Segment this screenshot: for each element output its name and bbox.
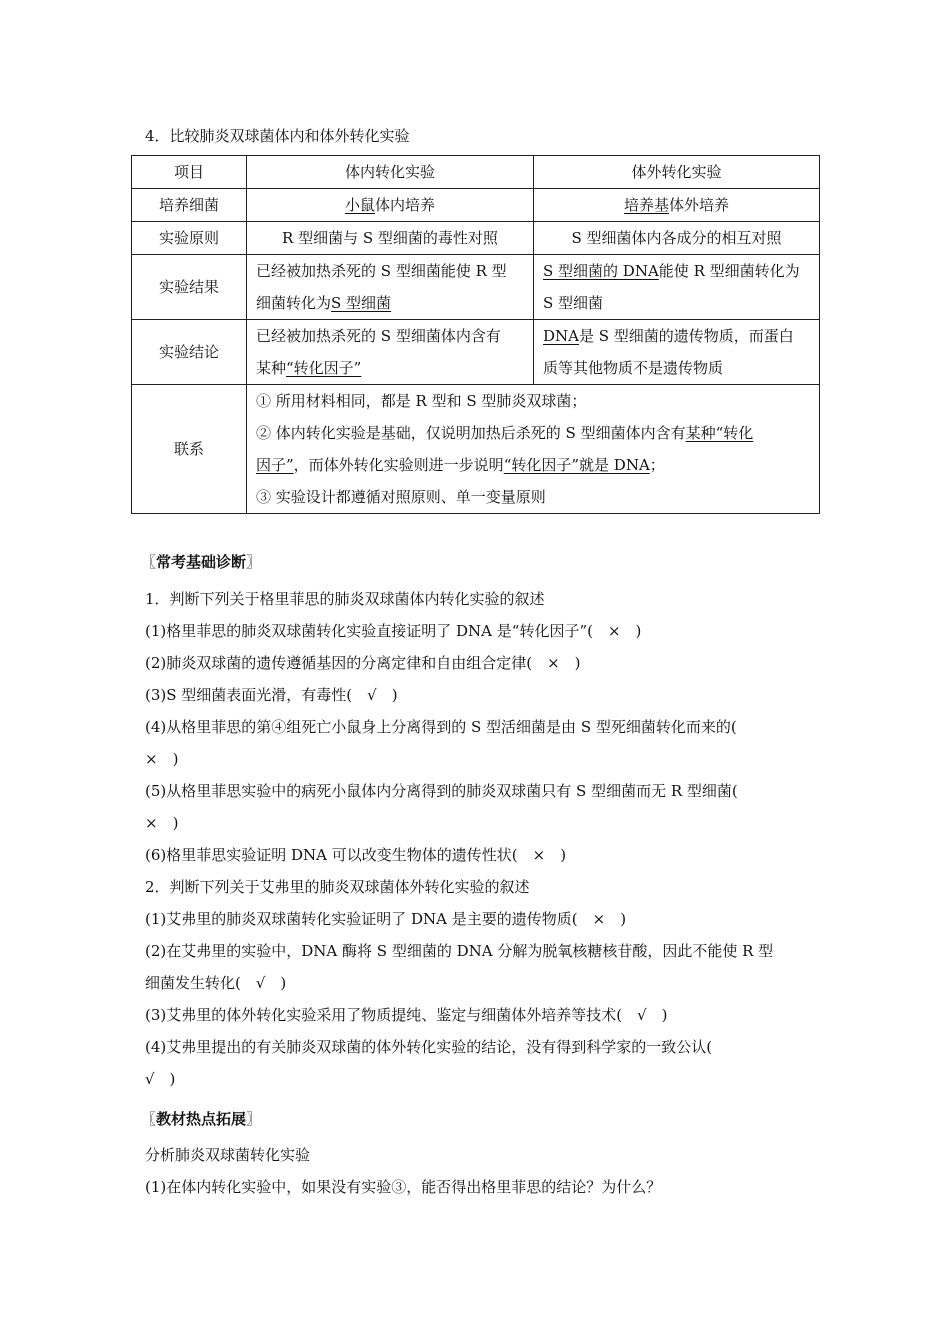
cell-line: 质等其他物质不是遗传物质	[543, 359, 724, 377]
underlined-text: “转化因子”	[286, 359, 362, 377]
row-label: 联系	[132, 385, 247, 514]
statement-line: × )	[145, 750, 179, 768]
statement-line: × )	[145, 814, 179, 832]
conclusion-in-vitro	[534, 320, 820, 385]
cell-line: 已经被加热杀死的 S 型细菌能使 R 型	[256, 262, 507, 280]
bracket-close: 〗	[246, 553, 262, 571]
comparison-table	[131, 155, 820, 514]
statement-line: (1)艾弗里的肺炎双球菌转化实验证明了 DNA 是主要的遗传物质( × )	[145, 910, 627, 928]
row-label: 实验原则	[132, 222, 247, 255]
extension-question: (1)在体内转化实验中，如果没有实验③，能否得出格里菲思的结论？为什么？	[145, 1178, 662, 1196]
cell-text: ；	[649, 456, 665, 474]
underlined-text: 某种“转化	[685, 424, 754, 442]
cell-line	[256, 287, 524, 319]
table-row-link	[132, 385, 820, 514]
statement-line: (3)S 型细菌表面光滑，有毒性( √ )	[145, 686, 398, 704]
row-label: 实验结论	[132, 320, 247, 385]
cell-line: S 型细菌	[543, 294, 604, 312]
bracket-open: 〖	[141, 1110, 157, 1128]
link-content	[247, 385, 820, 514]
row-label: 实验结果	[132, 255, 247, 320]
statement-line: (3)艾弗里的体外转化实验采用了物质提纯、鉴定与细菌体外培养等技术( √ )	[145, 1006, 668, 1024]
underlined-text: 因子”	[256, 456, 294, 474]
underlined-text: S 型细菌	[331, 294, 392, 312]
section-title-diagnosis	[141, 552, 261, 572]
culture-in-vivo	[247, 189, 534, 222]
section-title-extension	[141, 1109, 261, 1129]
cell-text: 体内培养	[375, 196, 436, 214]
cell-line: ③ 实验设计都遵循对照原则、单一变量原则	[256, 488, 546, 506]
cell-text: 是 S 型细菌的遗传物质，而蛋白	[578, 327, 794, 345]
section-title-text: 教材热点拓展	[156, 1110, 247, 1128]
statement-line: √ )	[145, 1070, 176, 1088]
statement-line: (2)肺炎双球菌的遗传遵循基因的分离定律和自由组合定律( × )	[145, 654, 581, 672]
principle-in-vivo: R 型细菌与 S 型细菌的毒性对照	[247, 222, 534, 255]
comparison-heading: 4．比较肺炎双球菌体内和体外转化实验	[145, 127, 410, 145]
cell-line	[543, 255, 810, 287]
statement-line: (5)从格里菲思实验中的病死小鼠体内分离得到的肺炎双球菌只有 S 型细菌而无 R 型细菌(	[145, 782, 738, 800]
question-group-2: 2．判断下列关于艾弗里的肺炎双球菌体外转化实验的叙述	[145, 878, 530, 896]
header-in-vitro: 体外转化实验	[534, 156, 820, 189]
cell-line	[256, 449, 810, 481]
question-group-1: 1．判断下列关于格里菲思的肺炎双球菌体内转化实验的叙述	[145, 590, 545, 608]
header-item: 项目	[132, 156, 247, 189]
result-in-vitro	[534, 255, 820, 320]
result-in-vivo	[247, 255, 534, 320]
row-label: 培养细菌	[132, 189, 247, 222]
statement-line: (2)在艾弗里的实验中，DNA 酶将 S 型细菌的 DNA 分解为脱氧核糖核苷酸，因此不能使 R 型	[145, 942, 774, 960]
cell-line	[256, 417, 810, 449]
underlined-text: “转化因子”就是 DNA	[503, 456, 650, 474]
principle-in-vitro: S 型细菌体内各成分的相互对照	[534, 222, 820, 255]
statement-line: (4)艾弗里提出的有关肺炎双球菌的体外转化实验的结论，没有得到科学家的一致公认(	[145, 1038, 713, 1056]
cell-line	[256, 352, 524, 384]
statement-line: (6)格里菲思实验证明 DNA 可以改变生物体的遗传性状( × )	[145, 846, 567, 864]
cell-text: ，而体外转化实验则进一步说明	[293, 456, 504, 474]
culture-in-vitro	[534, 189, 820, 222]
underlined-text: S 型细菌的 DNA	[543, 262, 659, 280]
underlined-text: 小鼠	[344, 196, 375, 214]
cell-text: 能使 R 型细菌转化为	[658, 262, 800, 280]
cell-text: 细菌转化为	[256, 294, 332, 312]
table-header-row	[132, 156, 820, 189]
bracket-close: 〗	[246, 1110, 262, 1128]
conclusion-in-vivo	[247, 320, 534, 385]
section-title-text: 常考基础诊断	[156, 553, 247, 571]
cell-line: 已经被加热杀死的 S 型细菌体内含有	[256, 327, 501, 345]
statement-line: (4)从格里菲思的第④组死亡小鼠身上分离得到的 S 型活细菌是由 S 型死细菌转化而来的(	[145, 718, 737, 736]
cell-text: 某种	[256, 359, 287, 377]
cell-text: 体外培养	[669, 196, 730, 214]
statement-line: 细菌发生转化( √ )	[145, 974, 287, 992]
cell-line: ① 所用材料相同，都是 R 型和 S 型肺炎双球菌；	[256, 392, 587, 410]
underlined-text: 培养基	[623, 196, 669, 214]
extension-intro: 分析肺炎双球菌转化实验	[145, 1146, 311, 1164]
cell-line	[543, 320, 810, 352]
cell-text: ② 体内转化实验是基础，仅说明加热后杀死的 S 型细菌体内含有	[256, 424, 686, 442]
table-row-principle	[132, 222, 820, 255]
header-in-vivo: 体内转化实验	[247, 156, 534, 189]
underlined-text: DNA	[543, 327, 579, 345]
table-row-conclusion	[132, 320, 820, 385]
bracket-open: 〖	[141, 553, 157, 571]
table-row-result	[132, 255, 820, 320]
statement-line: (1)格里菲思的肺炎双球菌转化实验直接证明了 DNA 是“转化因子”( × )	[145, 622, 642, 640]
table-row-culture	[132, 189, 820, 222]
